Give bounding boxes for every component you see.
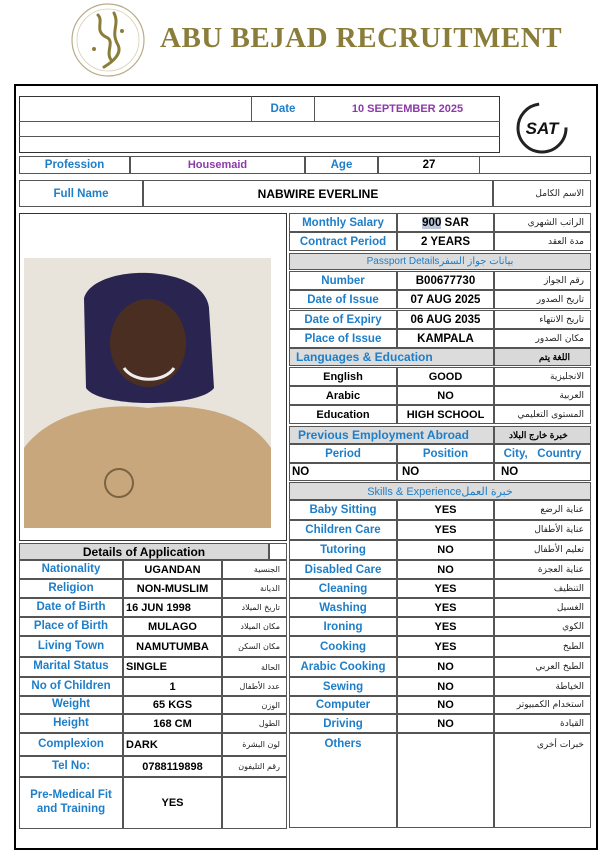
skill-row-value: [397, 733, 494, 828]
detail-row-label: Tel No:: [19, 756, 123, 777]
fullname-ar: الاسم الكامل: [493, 180, 591, 207]
language-row-value: NO: [397, 386, 494, 405]
languages-heading-ar: اللغة يتم: [494, 348, 591, 366]
detail-row-value: YES: [123, 777, 222, 829]
detail-row-ar: لون البشرة: [222, 733, 287, 756]
detail-row-ar: الطول: [222, 714, 287, 733]
skill-row-value: YES: [397, 617, 494, 636]
detail-row-value: 65 KGS: [123, 696, 222, 714]
detail-row-value: 16 JUN 1998: [123, 598, 222, 617]
detail-row-label: Height: [19, 714, 123, 733]
age-value: 27: [378, 156, 480, 174]
details-heading-blank: [269, 543, 287, 560]
detail-row-ar: عدد الأطفال: [222, 677, 287, 696]
skill-row-value: NO: [397, 714, 494, 733]
passport-row-label: Place of Issue: [289, 329, 397, 348]
passport-row-ar: تاريخ الصدور: [494, 290, 591, 309]
skill-row-label: Baby Sitting: [289, 500, 397, 520]
passport-row-value: 06 AUG 2035: [397, 310, 494, 329]
skill-row-value: YES: [397, 598, 494, 617]
language-row-ar: المستوى التعليمي: [494, 405, 591, 424]
language-row-ar: العربية: [494, 386, 591, 405]
detail-row-value: 0788119898: [123, 756, 222, 777]
detail-row-label: Complexion: [19, 733, 123, 756]
detail-row-ar: مكان السكن: [222, 636, 287, 657]
detail-row-ar: الجنسية: [222, 560, 287, 579]
val-position: NO: [397, 463, 494, 481]
language-row-ar: الانجليزية: [494, 367, 591, 386]
skill-row-value: YES: [397, 636, 494, 657]
fullname-value: NABWIRE EVERLINE: [143, 180, 493, 207]
passport-row-ar: رقم الجواز: [494, 271, 591, 290]
detail-row-label: No of Children: [19, 677, 123, 696]
detail-row-value: MULAGO: [123, 617, 222, 636]
skill-row-ar: استخدام الكمبيوتر: [494, 696, 591, 714]
passport-row-label: Date of Issue: [289, 290, 397, 309]
contract-value: 2 YEARS: [397, 232, 494, 251]
skill-row-value: YES: [397, 520, 494, 540]
skill-row-ar: الطبخ: [494, 636, 591, 657]
passport-row-value: KAMPALA: [397, 329, 494, 348]
skill-row-ar: عناية الرضع: [494, 500, 591, 520]
date-label: Date: [270, 102, 296, 115]
detail-row-ar: الديانة: [222, 579, 287, 598]
passport-row-value: B00677730: [397, 271, 494, 290]
date-blank: [19, 96, 252, 121]
val-city-country: NO: [494, 463, 591, 481]
detail-row-label: Living Town: [19, 636, 123, 657]
skill-row-label: Others: [289, 733, 397, 828]
skill-row-value: NO: [397, 696, 494, 714]
val-period: NO: [289, 463, 397, 481]
date-value: 10 SEPTEMBER 2025: [314, 96, 500, 121]
detail-row-value: NAMUTUMBA: [123, 636, 222, 657]
divider: [19, 121, 500, 122]
passport-row-label: Date of Expiry: [289, 310, 397, 329]
skill-row-label: Driving: [289, 714, 397, 733]
skill-row-label: Cooking: [289, 636, 397, 657]
detail-row-ar: مكان الميلاد: [222, 617, 287, 636]
abu-bejad-logo: [64, 1, 152, 79]
detail-row-ar: تاريخ الميلاد: [222, 598, 287, 617]
salary-label: Monthly Salary: [289, 213, 397, 232]
skill-row-value: YES: [397, 500, 494, 520]
divider: [19, 136, 500, 137]
language-row-label: Arabic: [289, 386, 397, 405]
passport-row-ar: مكان الصدور: [494, 329, 591, 348]
skill-row-value: NO: [397, 657, 494, 677]
employment-heading: Previous Employment Abroad: [289, 426, 494, 444]
skill-row-label: Washing: [289, 598, 397, 617]
salary-ar: الراتب الشهري: [494, 213, 591, 232]
detail-row-label: Place of Birth: [19, 617, 123, 636]
detail-row-label: Weight: [19, 696, 123, 714]
passport-row-ar: تاريخ الانتهاء: [494, 310, 591, 329]
detail-row-ar: الحالة: [222, 657, 287, 677]
detail-row-label: Religion: [19, 579, 123, 598]
detail-row-ar: الوزن: [222, 696, 287, 714]
skill-row-ar: تعليم الأطفال: [494, 540, 591, 560]
skill-row-value: NO: [397, 560, 494, 579]
detail-row-value: SINGLE: [123, 657, 222, 677]
detail-row-ar: رقم التليفون: [222, 756, 287, 777]
skill-row-ar: عناية الأطفال: [494, 520, 591, 540]
skill-row-label: Tutoring: [289, 540, 397, 560]
skills-heading: Skills & Experienceخبرة العمل: [289, 482, 591, 500]
svg-text:SAT: SAT: [525, 119, 559, 138]
skill-row-label: Arabic Cooking: [289, 657, 397, 677]
profession-label: Profession: [19, 156, 130, 174]
sat-logo: [512, 100, 572, 155]
skill-row-ar: التنظيف: [494, 579, 591, 598]
language-row-value: HIGH SCHOOL: [397, 405, 494, 424]
detail-row-value: DARK: [123, 733, 222, 756]
skill-row-ar: القيادة: [494, 714, 591, 733]
skill-row-label: Disabled Care: [289, 560, 397, 579]
detail-row-value: UGANDAN: [123, 560, 222, 579]
passport-heading: Passport Detailsبيانات جواز السفر: [289, 253, 591, 270]
skill-row-label: Computer: [289, 696, 397, 714]
skill-row-value: NO: [397, 677, 494, 696]
salary-currency: SAR: [444, 216, 469, 229]
skill-row-ar: عناية العجزة: [494, 560, 591, 579]
detail-row-label: Pre-Medical Fit and Training: [19, 777, 123, 829]
contract-label: Contract Period: [289, 232, 397, 251]
skill-row-label: Children Care: [289, 520, 397, 540]
age-label: Age: [305, 156, 378, 174]
skill-row-ar: الكوي: [494, 617, 591, 636]
skill-row-ar: الغسيل: [494, 598, 591, 617]
company-title: ABU BEJAD RECRUITMENT: [160, 22, 563, 54]
fullname-label: Full Name: [19, 180, 143, 207]
col-city-country: City, Country: [494, 444, 591, 463]
age-blank: [480, 156, 591, 174]
skill-row-label: Sewing: [289, 677, 397, 696]
salary-value: [397, 213, 494, 232]
language-row-value: GOOD: [397, 367, 494, 386]
skill-row-ar: الطبخ العربي: [494, 657, 591, 677]
profession-value: Housemaid: [130, 156, 305, 174]
skill-row-value: YES: [397, 579, 494, 598]
detail-row-label: Nationality: [19, 560, 123, 579]
salary-amount: 900: [422, 216, 442, 229]
skill-row-value: NO: [397, 540, 494, 560]
skill-row-ar: خبرات أخرى: [494, 733, 591, 828]
detail-row-label: Marital Status: [19, 657, 123, 677]
details-heading: Details of Application: [19, 543, 269, 560]
candidate-photo: [24, 258, 271, 528]
col-position: Position: [397, 444, 494, 463]
passport-row-value: 07 AUG 2025: [397, 290, 494, 309]
contract-ar: مدة العقد: [494, 232, 591, 251]
detail-row-value: 168 CM: [123, 714, 222, 733]
language-row-label: Education: [289, 405, 397, 424]
languages-heading: Languages & Education: [289, 348, 494, 366]
col-period: Period: [289, 444, 397, 463]
employment-heading-ar: خبرة خارج البلاد: [494, 426, 591, 444]
skill-row-ar: الخياطة: [494, 677, 591, 696]
skill-row-label: Ironing: [289, 617, 397, 636]
passport-row-label: Number: [289, 271, 397, 290]
language-row-label: English: [289, 367, 397, 386]
skill-row-label: Cleaning: [289, 579, 397, 598]
detail-row-value: 1: [123, 677, 222, 696]
detail-row-label: Date of Birth: [19, 598, 123, 617]
detail-row-value: NON-MUSLIM: [123, 579, 222, 598]
detail-row-ar: [222, 777, 287, 829]
